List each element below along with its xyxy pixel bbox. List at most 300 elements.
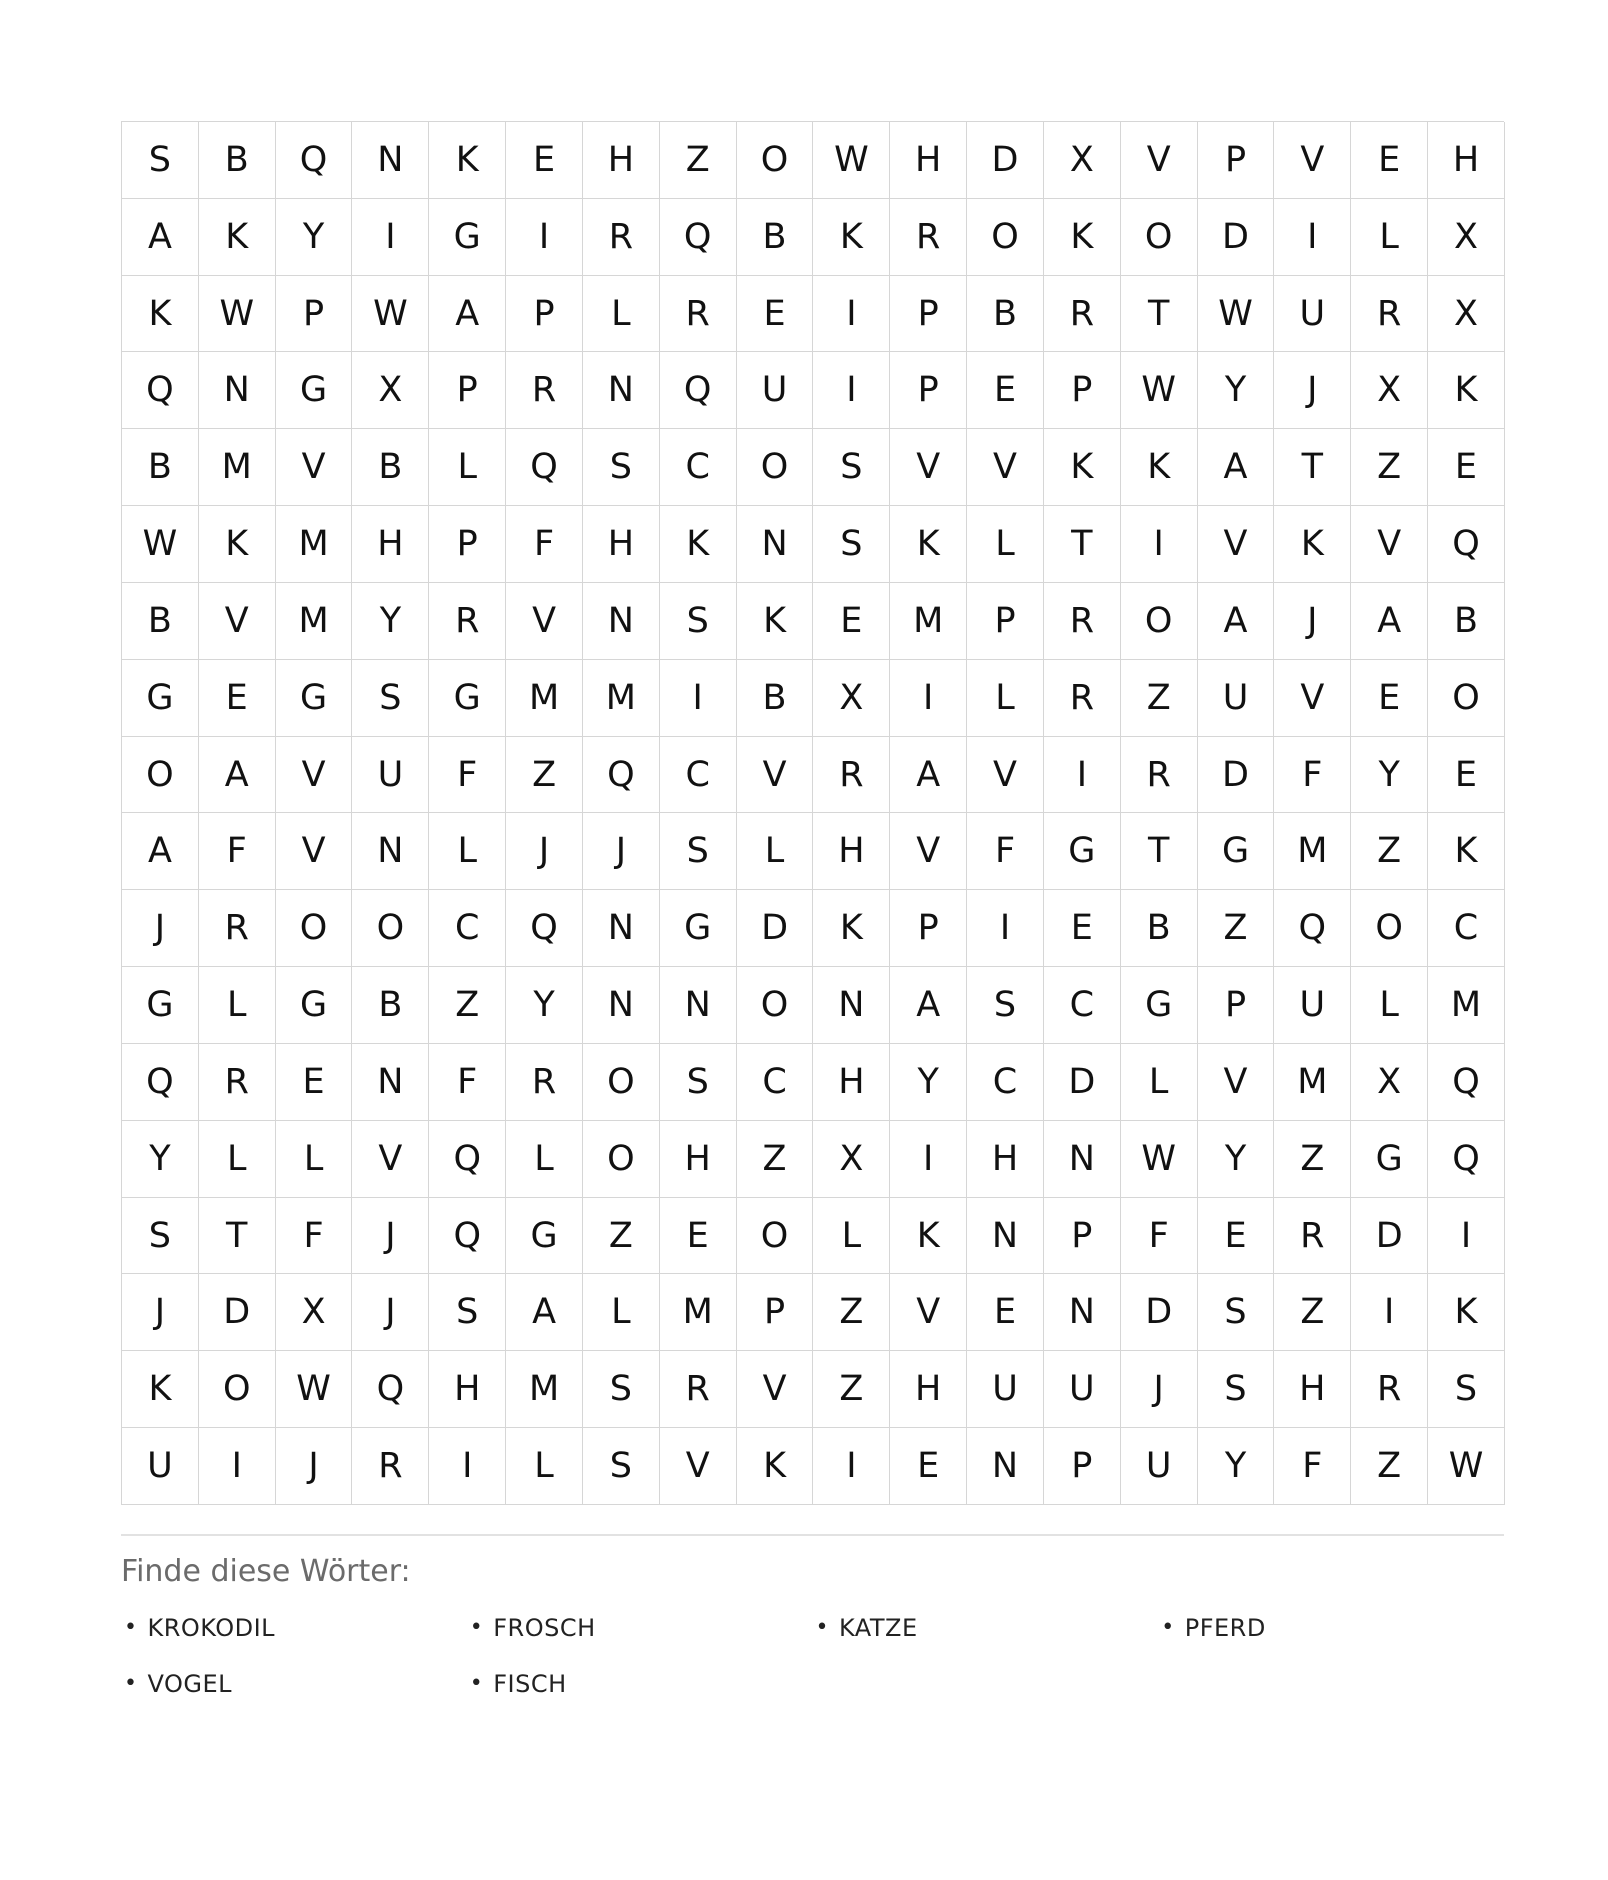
- grid-cell[interactable]: Y: [1198, 1428, 1275, 1505]
- grid-cell[interactable]: V: [890, 813, 967, 890]
- grid-cell[interactable]: O: [737, 1198, 814, 1275]
- grid-cell[interactable]: P: [429, 352, 506, 429]
- grid-cell[interactable]: V: [199, 583, 276, 660]
- grid-cell[interactable]: L: [967, 660, 1044, 737]
- grid-cell[interactable]: R: [813, 737, 890, 814]
- grid-cell[interactable]: A: [429, 276, 506, 353]
- grid-cell[interactable]: W: [813, 122, 890, 199]
- grid-cell[interactable]: V: [1274, 660, 1351, 737]
- grid-cell[interactable]: C: [967, 1044, 1044, 1121]
- grid-cell[interactable]: G: [1351, 1121, 1428, 1198]
- grid-cell[interactable]: X: [1044, 122, 1121, 199]
- grid-cell[interactable]: K: [1428, 352, 1505, 429]
- grid-cell[interactable]: Y: [890, 1044, 967, 1121]
- grid-cell[interactable]: I: [813, 276, 890, 353]
- grid-cell[interactable]: O: [1428, 660, 1505, 737]
- grid-cell[interactable]: Y: [1198, 1121, 1275, 1198]
- grid-cell[interactable]: L: [199, 1121, 276, 1198]
- grid-cell[interactable]: M: [890, 583, 967, 660]
- grid-cell[interactable]: I: [199, 1428, 276, 1505]
- grid-cell[interactable]: O: [1351, 890, 1428, 967]
- grid-cell[interactable]: C: [660, 737, 737, 814]
- grid-cell[interactable]: U: [122, 1428, 199, 1505]
- grid-cell[interactable]: D: [1121, 1274, 1198, 1351]
- grid-cell[interactable]: S: [122, 122, 199, 199]
- grid-cell[interactable]: Z: [813, 1351, 890, 1428]
- grid-cell[interactable]: J: [1274, 583, 1351, 660]
- grid-cell[interactable]: K: [1428, 813, 1505, 890]
- grid-cell[interactable]: K: [1274, 506, 1351, 583]
- grid-cell[interactable]: O: [276, 890, 353, 967]
- grid-cell[interactable]: L: [506, 1428, 583, 1505]
- grid-cell[interactable]: Z: [813, 1274, 890, 1351]
- grid-cell[interactable]: A: [122, 199, 199, 276]
- grid-cell[interactable]: P: [1044, 352, 1121, 429]
- grid-cell[interactable]: E: [890, 1428, 967, 1505]
- grid-cell[interactable]: W: [1121, 1121, 1198, 1198]
- grid-cell[interactable]: T: [1274, 429, 1351, 506]
- grid-cell[interactable]: D: [737, 890, 814, 967]
- grid-cell[interactable]: Q: [429, 1121, 506, 1198]
- grid-cell[interactable]: V: [1351, 506, 1428, 583]
- grid-cell[interactable]: O: [1121, 199, 1198, 276]
- grid-cell[interactable]: H: [583, 506, 660, 583]
- grid-cell[interactable]: Q: [1428, 1121, 1505, 1198]
- grid-cell[interactable]: B: [737, 660, 814, 737]
- grid-cell[interactable]: L: [583, 1274, 660, 1351]
- grid-cell[interactable]: A: [890, 737, 967, 814]
- grid-cell[interactable]: E: [1351, 660, 1428, 737]
- grid-cell[interactable]: Y: [1351, 737, 1428, 814]
- grid-cell[interactable]: W: [199, 276, 276, 353]
- grid-cell[interactable]: K: [1428, 1274, 1505, 1351]
- grid-cell[interactable]: E: [1044, 890, 1121, 967]
- grid-cell[interactable]: H: [583, 122, 660, 199]
- grid-cell[interactable]: S: [660, 1044, 737, 1121]
- grid-cell[interactable]: N: [1044, 1121, 1121, 1198]
- grid-cell[interactable]: R: [1044, 276, 1121, 353]
- grid-cell[interactable]: L: [967, 506, 1044, 583]
- grid-cell[interactable]: I: [813, 1428, 890, 1505]
- grid-cell[interactable]: K: [813, 890, 890, 967]
- grid-cell[interactable]: H: [813, 813, 890, 890]
- grid-cell[interactable]: N: [583, 967, 660, 1044]
- grid-cell[interactable]: J: [506, 813, 583, 890]
- grid-cell[interactable]: K: [813, 199, 890, 276]
- grid-cell[interactable]: R: [1351, 276, 1428, 353]
- grid-cell[interactable]: E: [813, 583, 890, 660]
- grid-cell[interactable]: G: [276, 660, 353, 737]
- grid-cell[interactable]: N: [583, 583, 660, 660]
- grid-cell[interactable]: X: [813, 660, 890, 737]
- grid-cell[interactable]: E: [276, 1044, 353, 1121]
- grid-cell[interactable]: S: [660, 583, 737, 660]
- grid-cell[interactable]: I: [1351, 1274, 1428, 1351]
- grid-cell[interactable]: E: [737, 276, 814, 353]
- grid-cell[interactable]: N: [352, 813, 429, 890]
- grid-cell[interactable]: W: [1428, 1428, 1505, 1505]
- grid-cell[interactable]: W: [1198, 276, 1275, 353]
- grid-cell[interactable]: O: [737, 122, 814, 199]
- grid-cell[interactable]: K: [890, 506, 967, 583]
- grid-cell[interactable]: D: [1198, 737, 1275, 814]
- grid-cell[interactable]: O: [1121, 583, 1198, 660]
- grid-cell[interactable]: D: [1351, 1198, 1428, 1275]
- grid-cell[interactable]: F: [429, 737, 506, 814]
- grid-cell[interactable]: P: [890, 276, 967, 353]
- grid-cell[interactable]: L: [429, 813, 506, 890]
- grid-cell[interactable]: I: [1274, 199, 1351, 276]
- grid-cell[interactable]: I: [967, 890, 1044, 967]
- grid-cell[interactable]: Q: [1428, 1044, 1505, 1121]
- grid-cell[interactable]: L: [583, 276, 660, 353]
- grid-cell[interactable]: R: [660, 1351, 737, 1428]
- grid-cell[interactable]: I: [890, 660, 967, 737]
- grid-cell[interactable]: L: [813, 1198, 890, 1275]
- grid-cell[interactable]: K: [1044, 199, 1121, 276]
- grid-cell[interactable]: P: [890, 352, 967, 429]
- grid-cell[interactable]: B: [199, 122, 276, 199]
- grid-cell[interactable]: X: [1351, 352, 1428, 429]
- grid-cell[interactable]: T: [1044, 506, 1121, 583]
- grid-cell[interactable]: L: [1351, 199, 1428, 276]
- grid-cell[interactable]: P: [429, 506, 506, 583]
- grid-cell[interactable]: N: [583, 890, 660, 967]
- grid-cell[interactable]: E: [967, 1274, 1044, 1351]
- grid-cell[interactable]: R: [429, 583, 506, 660]
- grid-cell[interactable]: O: [583, 1044, 660, 1121]
- grid-cell[interactable]: W: [276, 1351, 353, 1428]
- grid-cell[interactable]: P: [276, 276, 353, 353]
- grid-cell[interactable]: X: [1428, 199, 1505, 276]
- grid-cell[interactable]: O: [352, 890, 429, 967]
- grid-cell[interactable]: O: [122, 737, 199, 814]
- grid-cell[interactable]: E: [1428, 737, 1505, 814]
- grid-cell[interactable]: W: [122, 506, 199, 583]
- grid-cell[interactable]: H: [813, 1044, 890, 1121]
- grid-cell[interactable]: V: [737, 1351, 814, 1428]
- grid-cell[interactable]: Z: [1198, 890, 1275, 967]
- grid-cell[interactable]: K: [890, 1198, 967, 1275]
- grid-cell[interactable]: V: [967, 737, 1044, 814]
- grid-cell[interactable]: S: [1428, 1351, 1505, 1428]
- grid-cell[interactable]: I: [1428, 1198, 1505, 1275]
- grid-cell[interactable]: E: [967, 352, 1044, 429]
- grid-cell[interactable]: F: [1121, 1198, 1198, 1275]
- grid-cell[interactable]: P: [1044, 1198, 1121, 1275]
- grid-cell[interactable]: R: [1121, 737, 1198, 814]
- grid-cell[interactable]: G: [122, 967, 199, 1044]
- grid-cell[interactable]: Z: [429, 967, 506, 1044]
- grid-cell[interactable]: Y: [276, 199, 353, 276]
- grid-cell[interactable]: J: [122, 890, 199, 967]
- grid-cell[interactable]: A: [122, 813, 199, 890]
- grid-cell[interactable]: V: [276, 737, 353, 814]
- grid-cell[interactable]: K: [199, 199, 276, 276]
- grid-cell[interactable]: F: [199, 813, 276, 890]
- grid-cell[interactable]: L: [429, 429, 506, 506]
- grid-cell[interactable]: N: [352, 122, 429, 199]
- grid-cell[interactable]: I: [352, 199, 429, 276]
- grid-cell[interactable]: G: [506, 1198, 583, 1275]
- grid-cell[interactable]: M: [583, 660, 660, 737]
- grid-cell[interactable]: N: [1044, 1274, 1121, 1351]
- grid-cell[interactable]: D: [967, 122, 1044, 199]
- grid-cell[interactable]: P: [1198, 122, 1275, 199]
- grid-cell[interactable]: C: [429, 890, 506, 967]
- grid-cell[interactable]: V: [890, 1274, 967, 1351]
- grid-cell[interactable]: I: [890, 1121, 967, 1198]
- grid-cell[interactable]: Z: [660, 122, 737, 199]
- grid-cell[interactable]: C: [660, 429, 737, 506]
- grid-cell[interactable]: R: [890, 199, 967, 276]
- grid-cell[interactable]: N: [352, 1044, 429, 1121]
- grid-cell[interactable]: H: [967, 1121, 1044, 1198]
- grid-cell[interactable]: A: [1198, 429, 1275, 506]
- grid-cell[interactable]: A: [890, 967, 967, 1044]
- grid-cell[interactable]: T: [1121, 276, 1198, 353]
- grid-cell[interactable]: H: [429, 1351, 506, 1428]
- grid-cell[interactable]: R: [199, 1044, 276, 1121]
- grid-cell[interactable]: X: [1351, 1044, 1428, 1121]
- grid-cell[interactable]: U: [1044, 1351, 1121, 1428]
- grid-cell[interactable]: I: [1121, 506, 1198, 583]
- grid-cell[interactable]: E: [1428, 429, 1505, 506]
- grid-cell[interactable]: Q: [660, 352, 737, 429]
- grid-cell[interactable]: W: [1121, 352, 1198, 429]
- grid-cell[interactable]: S: [429, 1274, 506, 1351]
- grid-cell[interactable]: G: [660, 890, 737, 967]
- grid-cell[interactable]: M: [660, 1274, 737, 1351]
- grid-cell[interactable]: V: [276, 429, 353, 506]
- grid-cell[interactable]: S: [660, 813, 737, 890]
- grid-cell[interactable]: O: [967, 199, 1044, 276]
- grid-cell[interactable]: A: [1198, 583, 1275, 660]
- grid-cell[interactable]: S: [583, 1351, 660, 1428]
- grid-cell[interactable]: S: [813, 506, 890, 583]
- grid-cell[interactable]: P: [1198, 967, 1275, 1044]
- grid-cell[interactable]: L: [1121, 1044, 1198, 1121]
- grid-cell[interactable]: H: [1428, 122, 1505, 199]
- grid-cell[interactable]: F: [1274, 1428, 1351, 1505]
- grid-cell[interactable]: K: [737, 583, 814, 660]
- grid-cell[interactable]: E: [1198, 1198, 1275, 1275]
- grid-cell[interactable]: L: [737, 813, 814, 890]
- grid-cell[interactable]: R: [583, 199, 660, 276]
- grid-cell[interactable]: G: [276, 967, 353, 1044]
- grid-cell[interactable]: F: [1274, 737, 1351, 814]
- grid-cell[interactable]: Z: [583, 1198, 660, 1275]
- grid-cell[interactable]: F: [506, 506, 583, 583]
- grid-cell[interactable]: S: [813, 429, 890, 506]
- grid-cell[interactable]: Z: [1274, 1121, 1351, 1198]
- grid-cell[interactable]: V: [276, 813, 353, 890]
- grid-cell[interactable]: R: [1044, 583, 1121, 660]
- grid-cell[interactable]: N: [199, 352, 276, 429]
- grid-cell[interactable]: Z: [737, 1121, 814, 1198]
- grid-cell[interactable]: R: [199, 890, 276, 967]
- grid-cell[interactable]: Z: [1351, 429, 1428, 506]
- grid-cell[interactable]: X: [352, 352, 429, 429]
- grid-cell[interactable]: Z: [1121, 660, 1198, 737]
- grid-cell[interactable]: Q: [506, 429, 583, 506]
- grid-cell[interactable]: J: [352, 1198, 429, 1275]
- grid-cell[interactable]: K: [199, 506, 276, 583]
- grid-cell[interactable]: V: [967, 429, 1044, 506]
- grid-cell[interactable]: J: [352, 1274, 429, 1351]
- grid-cell[interactable]: R: [1044, 660, 1121, 737]
- grid-cell[interactable]: H: [890, 122, 967, 199]
- grid-cell[interactable]: K: [1044, 429, 1121, 506]
- grid-cell[interactable]: Q: [122, 352, 199, 429]
- grid-cell[interactable]: H: [1274, 1351, 1351, 1428]
- grid-cell[interactable]: D: [1044, 1044, 1121, 1121]
- grid-cell[interactable]: N: [737, 506, 814, 583]
- grid-cell[interactable]: Z: [1351, 813, 1428, 890]
- grid-cell[interactable]: Y: [506, 967, 583, 1044]
- grid-cell[interactable]: L: [199, 967, 276, 1044]
- grid-cell[interactable]: U: [1274, 967, 1351, 1044]
- grid-cell[interactable]: M: [1428, 967, 1505, 1044]
- grid-cell[interactable]: S: [352, 660, 429, 737]
- grid-cell[interactable]: L: [276, 1121, 353, 1198]
- grid-cell[interactable]: V: [890, 429, 967, 506]
- grid-cell[interactable]: Z: [1351, 1428, 1428, 1505]
- grid-cell[interactable]: N: [660, 967, 737, 1044]
- grid-cell[interactable]: N: [967, 1198, 1044, 1275]
- grid-cell[interactable]: R: [1351, 1351, 1428, 1428]
- grid-cell[interactable]: P: [890, 890, 967, 967]
- grid-cell[interactable]: V: [660, 1428, 737, 1505]
- grid-cell[interactable]: Q: [660, 199, 737, 276]
- grid-cell[interactable]: Z: [506, 737, 583, 814]
- grid-cell[interactable]: G: [276, 352, 353, 429]
- grid-cell[interactable]: Q: [352, 1351, 429, 1428]
- grid-cell[interactable]: O: [737, 429, 814, 506]
- grid-cell[interactable]: V: [737, 737, 814, 814]
- grid-cell[interactable]: V: [1198, 1044, 1275, 1121]
- grid-cell[interactable]: B: [352, 429, 429, 506]
- grid-cell[interactable]: J: [1274, 352, 1351, 429]
- grid-cell[interactable]: N: [813, 967, 890, 1044]
- grid-cell[interactable]: X: [276, 1274, 353, 1351]
- grid-cell[interactable]: J: [122, 1274, 199, 1351]
- grid-cell[interactable]: E: [506, 122, 583, 199]
- grid-cell[interactable]: E: [1351, 122, 1428, 199]
- grid-cell[interactable]: M: [199, 429, 276, 506]
- grid-cell[interactable]: A: [1351, 583, 1428, 660]
- grid-cell[interactable]: A: [506, 1274, 583, 1351]
- grid-cell[interactable]: K: [660, 506, 737, 583]
- grid-cell[interactable]: F: [967, 813, 1044, 890]
- grid-cell[interactable]: S: [122, 1198, 199, 1275]
- grid-cell[interactable]: L: [1351, 967, 1428, 1044]
- grid-cell[interactable]: K: [737, 1428, 814, 1505]
- grid-cell[interactable]: G: [1121, 967, 1198, 1044]
- grid-cell[interactable]: S: [583, 429, 660, 506]
- grid-cell[interactable]: R: [506, 1044, 583, 1121]
- grid-cell[interactable]: E: [199, 660, 276, 737]
- grid-cell[interactable]: S: [967, 967, 1044, 1044]
- grid-cell[interactable]: H: [352, 506, 429, 583]
- grid-cell[interactable]: I: [506, 199, 583, 276]
- grid-cell[interactable]: E: [660, 1198, 737, 1275]
- grid-cell[interactable]: L: [506, 1121, 583, 1198]
- grid-cell[interactable]: Q: [1274, 890, 1351, 967]
- grid-cell[interactable]: B: [1428, 583, 1505, 660]
- grid-cell[interactable]: B: [967, 276, 1044, 353]
- grid-cell[interactable]: G: [122, 660, 199, 737]
- grid-cell[interactable]: U: [967, 1351, 1044, 1428]
- grid-cell[interactable]: Q: [276, 122, 353, 199]
- grid-cell[interactable]: O: [199, 1351, 276, 1428]
- grid-cell[interactable]: G: [429, 199, 506, 276]
- grid-cell[interactable]: S: [1198, 1274, 1275, 1351]
- grid-cell[interactable]: U: [1198, 660, 1275, 737]
- grid-cell[interactable]: R: [660, 276, 737, 353]
- grid-cell[interactable]: V: [1274, 122, 1351, 199]
- grid-cell[interactable]: P: [506, 276, 583, 353]
- grid-cell[interactable]: N: [583, 352, 660, 429]
- grid-cell[interactable]: K: [1121, 429, 1198, 506]
- grid-cell[interactable]: Q: [429, 1198, 506, 1275]
- grid-cell[interactable]: K: [429, 122, 506, 199]
- grid-cell[interactable]: J: [1121, 1351, 1198, 1428]
- grid-cell[interactable]: W: [352, 276, 429, 353]
- grid-cell[interactable]: D: [199, 1274, 276, 1351]
- grid-cell[interactable]: K: [122, 276, 199, 353]
- grid-cell[interactable]: O: [737, 967, 814, 1044]
- grid-cell[interactable]: J: [276, 1428, 353, 1505]
- grid-cell[interactable]: B: [352, 967, 429, 1044]
- grid-cell[interactable]: N: [967, 1428, 1044, 1505]
- grid-cell[interactable]: O: [583, 1121, 660, 1198]
- grid-cell[interactable]: U: [352, 737, 429, 814]
- grid-cell[interactable]: U: [737, 352, 814, 429]
- grid-cell[interactable]: C: [737, 1044, 814, 1121]
- grid-cell[interactable]: C: [1428, 890, 1505, 967]
- grid-cell[interactable]: I: [813, 352, 890, 429]
- grid-cell[interactable]: B: [737, 199, 814, 276]
- grid-cell[interactable]: Q: [1428, 506, 1505, 583]
- grid-cell[interactable]: I: [660, 660, 737, 737]
- grid-cell[interactable]: G: [1198, 813, 1275, 890]
- grid-cell[interactable]: F: [429, 1044, 506, 1121]
- grid-cell[interactable]: P: [737, 1274, 814, 1351]
- grid-cell[interactable]: U: [1121, 1428, 1198, 1505]
- grid-cell[interactable]: J: [583, 813, 660, 890]
- grid-cell[interactable]: B: [122, 429, 199, 506]
- grid-cell[interactable]: R: [352, 1428, 429, 1505]
- grid-cell[interactable]: V: [1198, 506, 1275, 583]
- grid-cell[interactable]: T: [199, 1198, 276, 1275]
- grid-cell[interactable]: S: [1198, 1351, 1275, 1428]
- grid-cell[interactable]: I: [1044, 737, 1121, 814]
- grid-cell[interactable]: Y: [1198, 352, 1275, 429]
- grid-cell[interactable]: P: [1044, 1428, 1121, 1505]
- grid-cell[interactable]: D: [1198, 199, 1275, 276]
- grid-cell[interactable]: G: [1044, 813, 1121, 890]
- grid-cell[interactable]: K: [122, 1351, 199, 1428]
- grid-cell[interactable]: R: [1274, 1198, 1351, 1275]
- grid-cell[interactable]: Y: [352, 583, 429, 660]
- grid-cell[interactable]: V: [352, 1121, 429, 1198]
- grid-cell[interactable]: M: [506, 1351, 583, 1428]
- grid-cell[interactable]: Q: [122, 1044, 199, 1121]
- grid-cell[interactable]: Q: [506, 890, 583, 967]
- grid-cell[interactable]: T: [1121, 813, 1198, 890]
- grid-cell[interactable]: H: [660, 1121, 737, 1198]
